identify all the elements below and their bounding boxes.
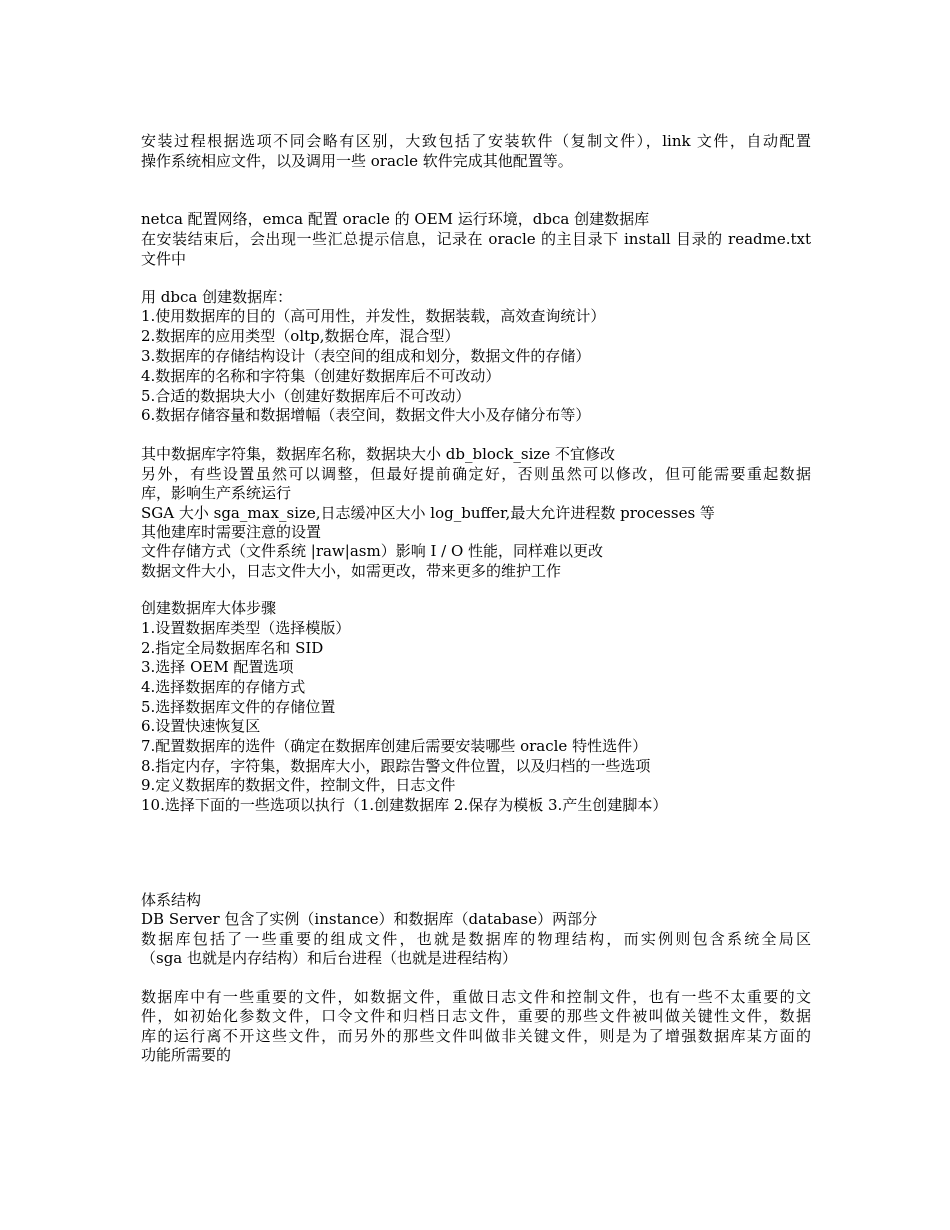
list-item: 4.数据库的名称和字符集（创建好数据库后不可改动） (141, 367, 501, 385)
text-line: 数据库中有一些重要的文件，如数据文件，重做日志文件和控制文件，也有一些不太重要的文 (141, 988, 811, 1006)
text-line: netca 配置网络，emca 配置 oracle 的 OEM 运行环境，dbca 创建数据库 (141, 210, 650, 228)
list-item: 1.使用数据库的目的（高可用性，并发性，数据装载，高效查询统计） (141, 307, 606, 325)
text-line: （sga 也就是内存结构）和后台进程（也就是进程结构） (141, 949, 518, 967)
list-item: 2.数据库的应用类型（oltp,数据仓库，混合型） (141, 327, 460, 345)
text-line: 安装过程根据选项不同会略有区别，大致包括了安装软件（复制文件），link 文件，自动配置 (141, 132, 811, 150)
text-line: 用 dbca 创建数据库： (141, 288, 293, 306)
list-item: 3.数据库的存储结构设计（表空间的组成和划分，数据文件的存储） (141, 347, 591, 365)
list-item: 10.选择下面的一些选项以执行（1.创建数据库 2.保存为模板 3.产生创建脚本） (141, 796, 668, 814)
list-item: 2.指定全局数据库名和 SID (141, 639, 324, 657)
list-item: 7.配置数据库的选件（确定在数据库创建后需要安装哪些 oracle 特性选件） (141, 737, 648, 755)
text-line: 数据库包括了一些重要的组成文件，也就是数据库的物理结构，而实例则包含系统全局区 (141, 930, 811, 948)
text-line: 创建数据库大体步骤 (141, 599, 277, 617)
list-item: 1.设置数据库类型（选择模版） (141, 619, 351, 637)
list-item: 3.选择 OEM 配置选项 (141, 658, 294, 676)
text-line: DB Server 包含了实例（instance）和数据库（database）两部分 (141, 910, 598, 928)
text-line: 另外，有些设置虽然可以调整，但最好提前确定好，否则虽然可以修改，但可能需要重起数据 (141, 465, 811, 483)
list-item: 4.选择数据库的存储方式 (141, 678, 306, 696)
list-item: 5.合适的数据块大小（创建好数据库后不可改动） (141, 387, 471, 405)
list-item: 6.数据存储容量和数据增幅（表空间，数据文件大小及存储分布等） (141, 406, 591, 424)
text-line: 其中数据库字符集，数据库名称，数据块大小 db_block_size 不宜修改 (141, 445, 615, 463)
text-line: 文件中 (141, 250, 187, 268)
text-line: 件，如初始化参数文件，口令文件和归档日志文件，重要的那些文件被叫做关键性文件，数据 (141, 1007, 811, 1025)
list-item: 5.选择数据库文件的存储位置 (141, 698, 336, 716)
text-line: 在安装结束后，会出现一些汇总提示信息，记录在 oracle 的主目录下 install 目录的 readme.txt (141, 230, 811, 248)
text-line: 库，影响生产系统运行 (141, 484, 292, 502)
text-line: 文件存储方式（文件系统 |raw|asm）影响 I / O 性能，同样难以更改 (141, 542, 604, 560)
text-line: 操作系统相应文件，以及调用一些 oracle 软件完成其他配置等。 (141, 152, 573, 170)
text-line: 功能所需要的 (141, 1046, 232, 1064)
list-item: 9.定义数据库的数据文件，控制文件，日志文件 (141, 776, 456, 794)
text-line: SGA 大小 sga_max_size,日志缓冲区大小 log_buffer,最大允许进程数 processes 等 (141, 504, 715, 522)
list-item: 8.指定内存，字符集，数据库大小，跟踪告警文件位置，以及归档的一些选项 (141, 757, 651, 775)
section-heading: 体系结构 (141, 891, 202, 909)
text-line: 其他建库时需要注意的设置 (141, 523, 322, 541)
list-item: 6.设置快速恢复区 (141, 717, 261, 735)
text-line: 库的运行离不开这些文件，而另外的那些文件叫做非关键文件，则是为了增强数据库某方面的 (141, 1027, 811, 1045)
text-line: 数据文件大小，日志文件大小，如需更改，带来更多的维护工作 (141, 562, 562, 580)
